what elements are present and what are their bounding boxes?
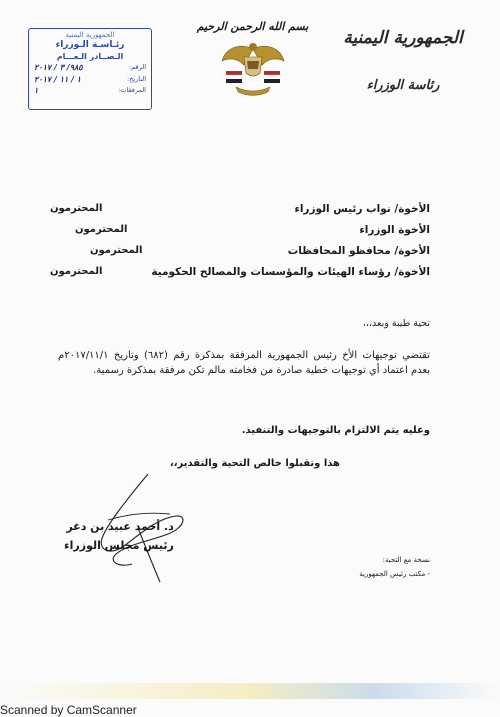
addressee-list [50, 198, 430, 282]
basmala: بسم الله الرحمن الرحيم [196, 20, 309, 33]
stamp-number-label: الرقم: [129, 63, 146, 72]
greeting: تحية طيبة وبعد،،، [362, 318, 430, 329]
stamp-date-row [29, 75, 151, 85]
cc-block [359, 556, 430, 578]
addressee-name: الأخوة الوزراء [359, 223, 430, 236]
signatory-name: د. أحمد عبيد بن دغر [66, 520, 174, 533]
addressee-honorific: المحترمون [50, 203, 103, 214]
office-name: رئاسة الوزراء [366, 78, 440, 93]
addressee-name: الأخوة/ نواب رئيس الوزراء [294, 202, 430, 215]
addressee-line [50, 198, 430, 219]
signatory-title: رئيس مجلس الوزراء [64, 539, 174, 552]
addressee-name: الأخوة/ رؤساء الهيئات والمؤسسات والمصالح الحكومية [151, 265, 430, 278]
stamp-number-value: ٩٨٥/ ٣ / ٢٠١٧ [34, 63, 83, 73]
footer-decoration [0, 683, 500, 699]
stamp-date-value: ١ / ١١ / ٢٠١٧ [34, 74, 82, 84]
body-paragraph: تقتضي توجيهات الأخ رئيس الجمهورية المرفقة بمذكرة رقم (٦٨٢) وتاريخ ٢٠١٧/١١/١م بعدم اعتماد أي توجيهات خطية صادرة من فخامته مالم تكن مرفقة بمذكرة رسمية. [58, 350, 430, 376]
stamp-attachments-value: ١ [34, 85, 39, 95]
scanner-watermark: Scanned by CamScanner [0, 703, 137, 717]
stamp-header: الجمهورية اليمنية [65, 31, 115, 39]
country-name: الجمهورية اليمنية [343, 28, 463, 48]
addressee-honorific: المحترمون [90, 245, 143, 256]
stamp-title: رئـاسـة الـوزراء [55, 40, 125, 51]
closing-regards: هذا وتقبلوا خالص التحية والتقدير،، [169, 458, 340, 469]
stamp-number-row [29, 63, 151, 73]
commitment-line: وعليه يتم الالتزام بالتوجيهات والتنفيذ. [241, 425, 430, 436]
addressee-honorific: المحترمون [50, 266, 103, 277]
coat-of-arms-emblem [218, 37, 288, 99]
addressee-line [50, 240, 430, 261]
stamp-attachments-row [29, 86, 151, 96]
registry-stamp [28, 28, 152, 110]
addressee-line [50, 261, 430, 282]
letterhead-center [190, 20, 315, 99]
cc-item: - مكتب رئيس الجمهورية [359, 570, 430, 578]
signature-block [64, 520, 174, 552]
stamp-attachments-label: المرفقات: [118, 85, 146, 94]
addressee-honorific: المحترمون [75, 224, 128, 235]
stamp-subtitle: الـصــادر الـعـــام [56, 51, 124, 61]
addressee-name: الأخوة/ محافظو المحافظات [287, 244, 430, 257]
letterhead-right [328, 28, 478, 93]
stamp-date-label: التاريخ: [126, 74, 146, 83]
addressee-line [50, 219, 430, 240]
cc-label: نسخة مع التحية: [382, 556, 430, 564]
